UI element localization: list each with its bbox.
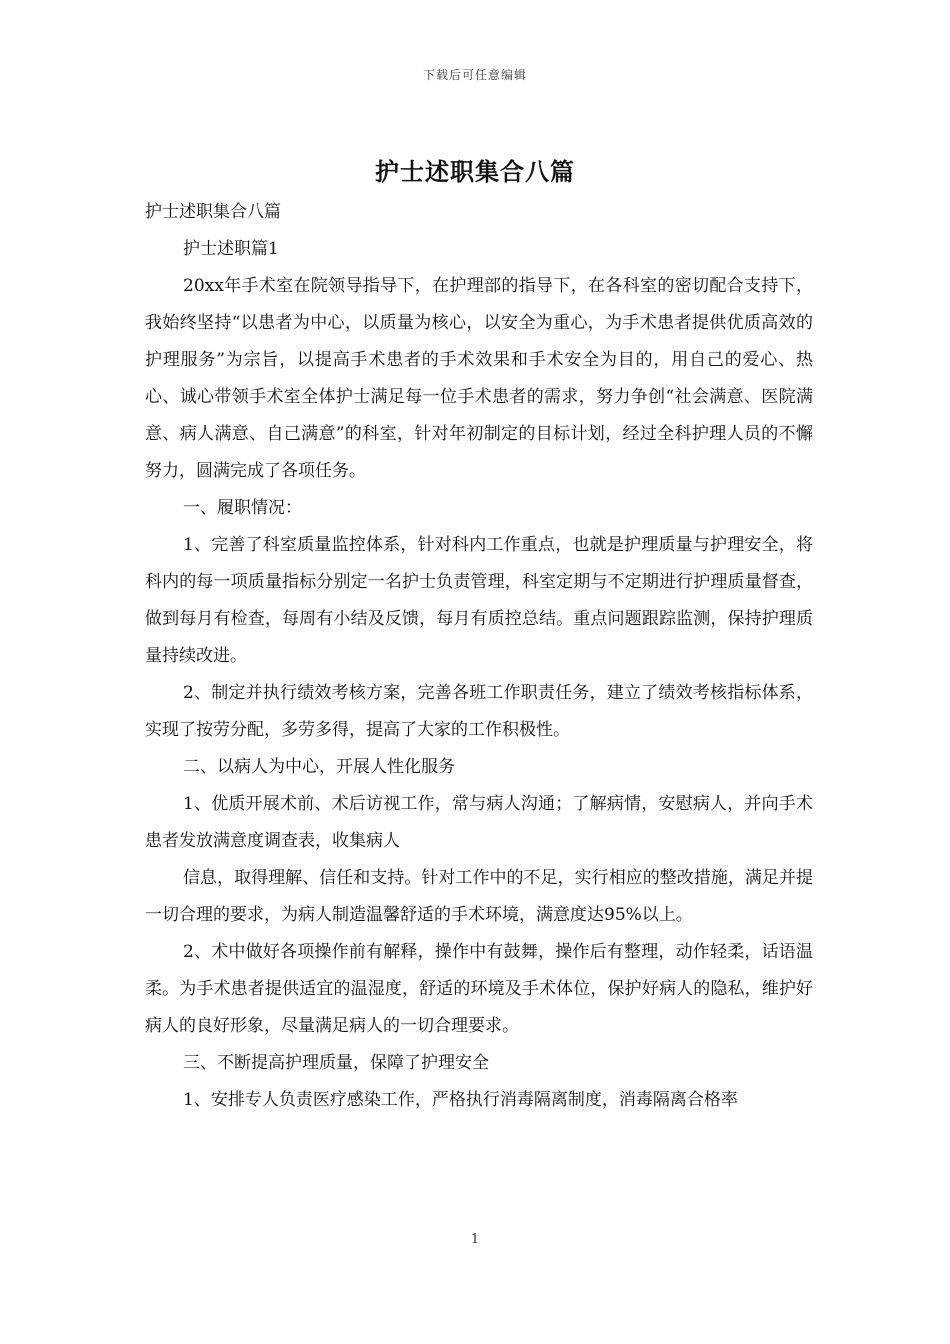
body-paragraph: 1、完善了科室质量监控体系，针对科内工作重点，也就是护理质量与护理安全，将科内的每一项质量指标分别定一名护士负责管理，科室定期与不定期进行护理质量督查，做到每月有检查，每周有小结及反馈，每月有质控总结。重点问题跟踪监测，保持护理质量持续改进。	[145, 535, 813, 666]
body-paragraph: 1、安排专人负责医疗感染工作，严格执行消毒隔离制度，消毒隔离合格率	[183, 1090, 738, 1110]
section-heading: 护士述职篇1	[183, 239, 279, 259]
page-number: 1	[470, 1232, 480, 1247]
section-heading: 三、不断提高护理质量，保障了护理安全	[183, 1053, 489, 1073]
section-heading: 一、履职情况：	[183, 498, 302, 518]
document-body	[145, 194, 813, 1119]
body-paragraph: 2、术中做好各项操作前有解释，操作中有鼓舞，操作后有整理，动作轻柔，话语温柔。为手术患者提供适宜的温湿度，舒适的环境及手术体位，保护好病人的隐私，维护好病人的良好形象，尽量满足病人的一切合理要求。	[145, 942, 813, 1036]
section-heading: 二、以病人为中心，开展人性化服务	[183, 757, 455, 777]
document-title: 护士述职集合八篇	[375, 157, 575, 186]
body-paragraph: 20xx年手术室在院领导指导下，在护理部的指导下，在各科室的密切配合支持下，我始终坚持“以患者为中心，以质量为核心，以安全为重心，为手术患者提供优质高效的护理服务”为宗旨，以提高手术患者的手术效果和手术安全为目的，用自己的爱心、热心、诚心带领手术室全体护士满足每一位手术患者的需求，努力争创“社会满意、医院满意、病人满意、自己满意”的科室，针对年初制定的目标计划，经过全科护理人员的不懈努力，圆满完成了各项任务。	[145, 276, 813, 481]
body-paragraph: 2、制定并执行绩效考核方案，完善各班工作职责任务，建立了绩效考核指标体系，实现了按劳分配，多劳多得，提高了大家的工作积极性。	[145, 683, 813, 740]
body-paragraph: 1、优质开展术前、术后访视工作，常与病人沟通；了解病情，安慰病人，并向手术患者发放满意度调查表，收集病人	[145, 794, 813, 851]
header-note: 下载后可任意编辑	[422, 68, 527, 82]
body-paragraph: 信息，取得理解、信任和支持。针对工作中的不足，实行相应的整改措施，满足并提一切合理的要求，为病人制造温馨舒适的手术环境，满意度达95%以上。	[145, 868, 813, 925]
body-paragraph: 护士述职集合八篇	[145, 202, 281, 222]
